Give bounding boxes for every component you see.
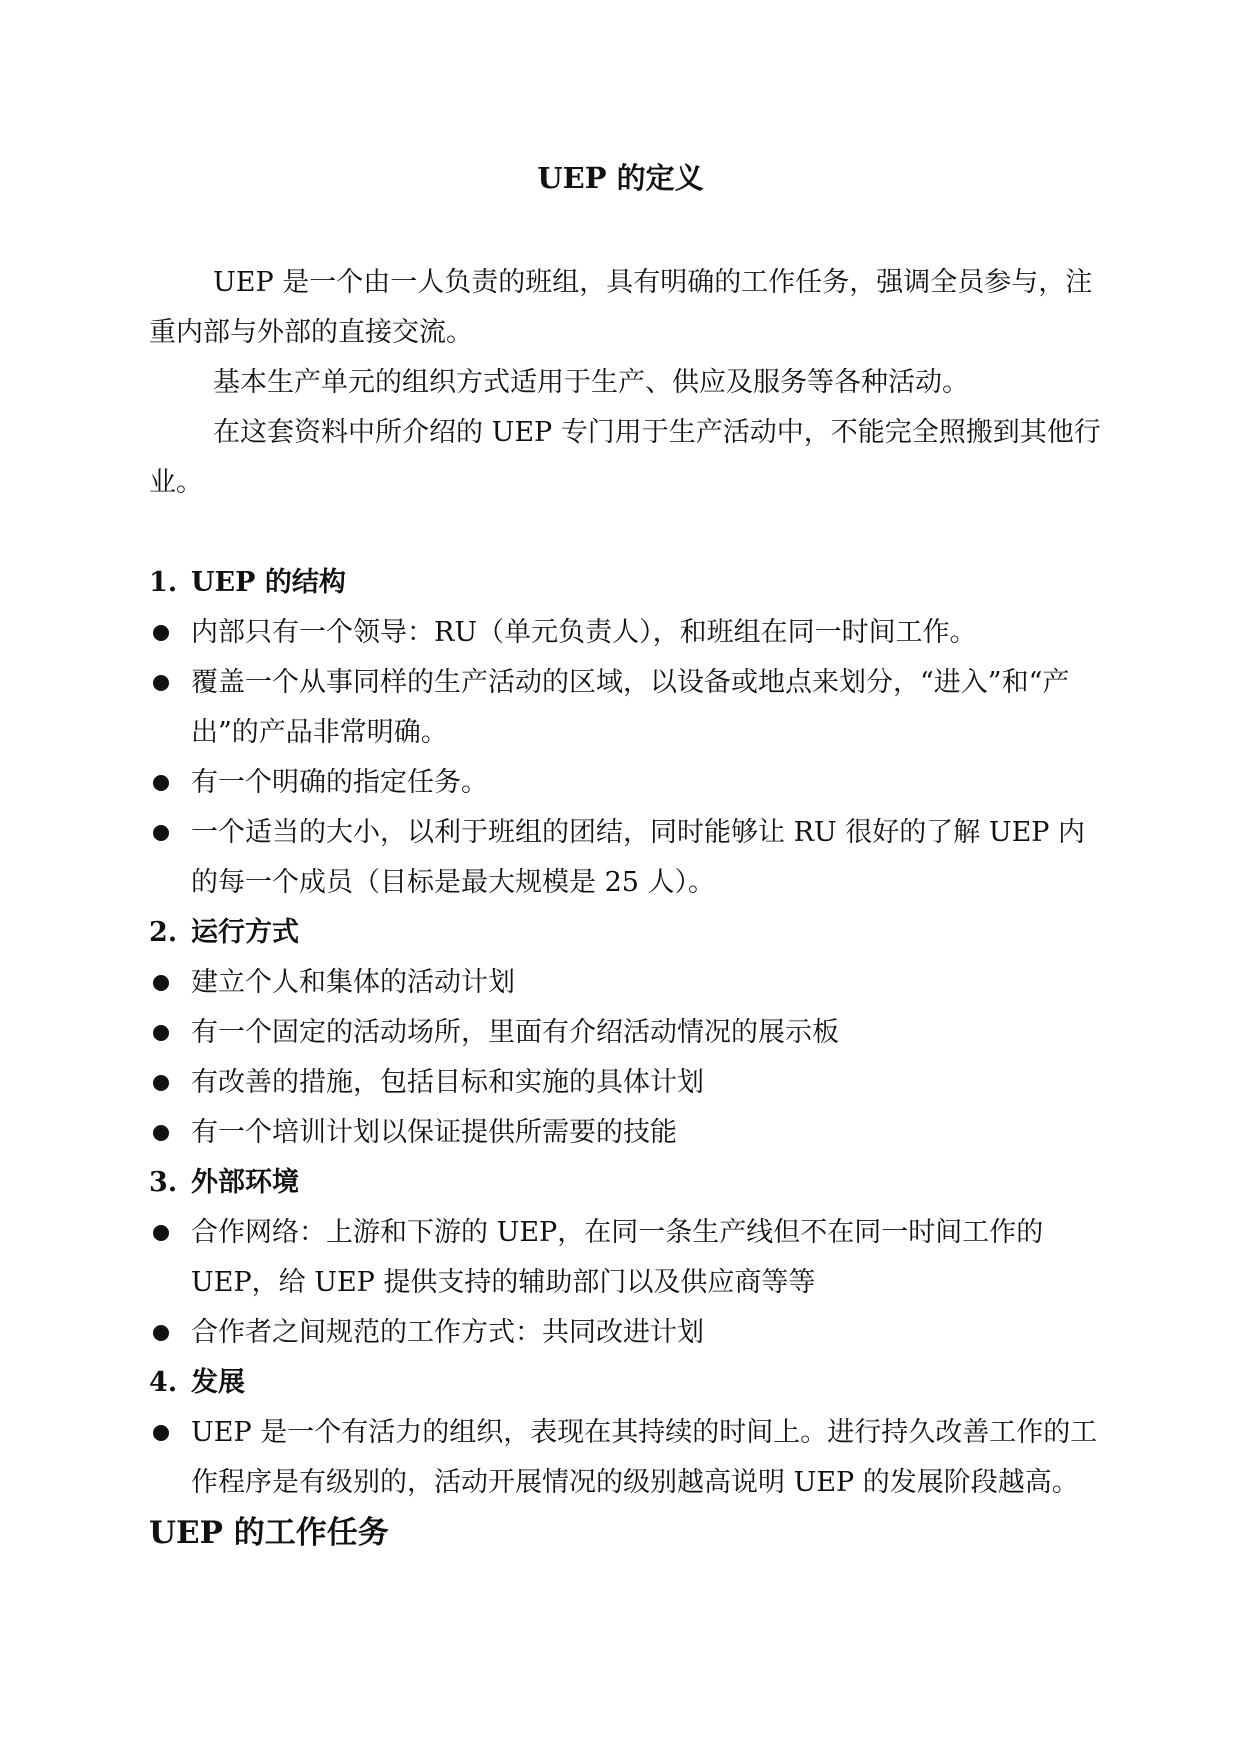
list-item-text: UEP 是一个有活力的组织，表现在其持续的时间上。进行持久改善工作的工作程序是有级别的，活动开展情况的级别越高说明 UEP 的发展阶段越高。 — [191, 1417, 1098, 1498]
bullet-icon — [149, 658, 191, 758]
page-title: UEP 的定义 — [537, 161, 704, 195]
section-heading — [149, 908, 1109, 958]
list-item-text: 内部只有一个领导：RU（单元负责人），和班组在同一时间工作。 — [191, 617, 977, 648]
bullet-icon — [149, 1408, 191, 1508]
bullet-icon — [149, 1008, 191, 1058]
bullet-icon — [149, 608, 191, 658]
section-title: 外部环境 — [191, 1167, 299, 1198]
intro-paragraph: UEP 是一个由一人负责的班组，具有明确的工作任务，强调全员参与，注重内部与外部的直接交流。 — [149, 267, 1093, 348]
bullet-icon — [149, 1108, 191, 1158]
list-item-text: 有一个明确的指定任务。 — [191, 767, 488, 798]
spacer — [149, 508, 1109, 558]
section-number: 2. — [149, 917, 178, 948]
list-item-text: 合作者之间规范的工作方式：共同改进计划 — [191, 1317, 704, 1348]
list-item-text: 一个适当的大小，以利于班组的团结，同时能够让 RU 很好的了解 UEP 内的每一个成员（目标是最大规模是 25 人）。 — [191, 817, 1086, 898]
document-body — [149, 258, 1109, 1558]
bullet-icon — [149, 1208, 191, 1308]
list-item — [149, 1308, 1109, 1358]
list-item — [149, 958, 1109, 1008]
bullet-icon — [149, 958, 191, 1008]
list-item-text: 有一个固定的活动场所，里面有介绍活动情况的展示板 — [191, 1017, 839, 1048]
list-item-text: 合作网络：上游和下游的 UEP，在同一条生产线但不在同一时间工作的 UEP，给 UEP 提供支持的辅助部门以及供应商等等 — [191, 1217, 1044, 1298]
bullet-icon — [149, 1058, 191, 1108]
next-section-heading: UEP 的工作任务 — [149, 1515, 389, 1551]
list-item — [149, 808, 1109, 908]
section-title: 发展 — [191, 1367, 245, 1398]
section-heading — [149, 1358, 1109, 1408]
list-item — [149, 1058, 1109, 1108]
list-item — [149, 1408, 1109, 1508]
intro-paragraph: 在这套资料中所介绍的 UEP 专门用于生产活动中，不能完全照搬到其他行业。 — [149, 417, 1101, 498]
list-item — [149, 758, 1109, 808]
bullet-icon — [149, 1308, 191, 1358]
list-item — [149, 1108, 1109, 1158]
list-item-text: 有改善的措施，包括目标和实施的具体计划 — [191, 1067, 704, 1098]
list-item — [149, 1008, 1109, 1058]
list-item — [149, 608, 1109, 658]
section-number: 3. — [149, 1167, 178, 1198]
section-title: 运行方式 — [191, 917, 299, 948]
section-heading — [149, 558, 1109, 608]
bullet-icon — [149, 758, 191, 808]
list-item — [149, 1208, 1109, 1308]
section-number: 1. — [149, 567, 178, 598]
list-item-text: 建立个人和集体的活动计划 — [191, 967, 515, 998]
list-item-text: 有一个培训计划以保证提供所需要的技能 — [191, 1117, 677, 1148]
section-title: UEP 的结构 — [191, 567, 346, 598]
intro-paragraph: 基本生产单元的组织方式适用于生产、供应及服务等各种活动。 — [213, 367, 969, 398]
bullet-icon — [149, 808, 191, 908]
list-item — [149, 658, 1109, 758]
section-heading — [149, 1158, 1109, 1208]
list-item-text: 覆盖一个从事同样的生产活动的区域，以设备或地点来划分，“进入”和“产出”的产品非常明确。 — [191, 667, 1070, 748]
section-number: 4. — [149, 1367, 178, 1398]
